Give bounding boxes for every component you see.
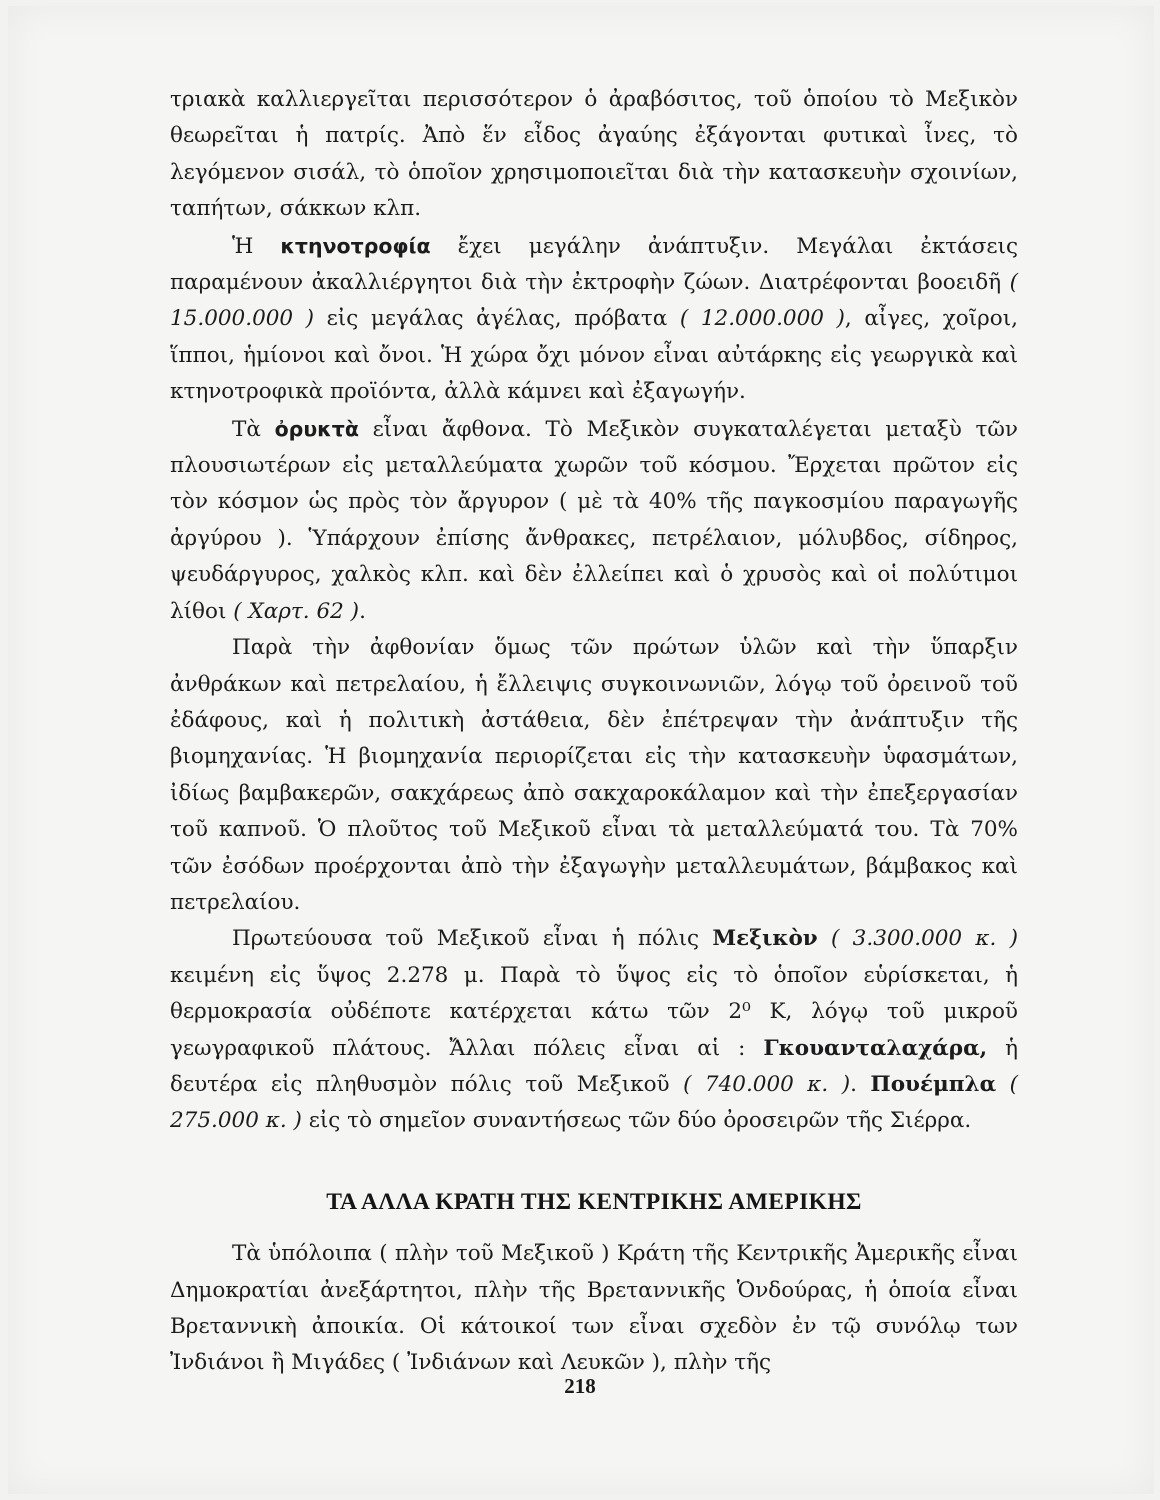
italic-figure: ( Χαρτ. 62 ) <box>233 598 360 624</box>
body-text <box>170 82 1018 1382</box>
italic-figure: ( 740.000 κ. ) <box>683 1071 851 1097</box>
text-run: Παρὰ τὴν ἀφθονίαν ὅμως τῶν πρώτων ὑλῶν καὶ τὴν ὕπαρξιν ἀνθράκων καὶ πετρελαίου, ἡ ἔλλειψις συγκοινωνιῶν, λόγῳ τοῦ ὀρεινοῦ τοῦ ἐδάφους, καὶ ἡ πολιτικὴ ἀστάθεια, δὲν ἐπέτρεψαν τὴν ἀνάπτυξιν τῆς βιομηχανίας. Ἡ βιομηχανία περιορίζεται εἰς τὴν κατασκευὴν ὑφασμάτων, ἰδίως βαμβακερῶν, σακχάρεως ἀπὸ σακχαροκάλαμον καὶ τὴν ἐπεξεργασίαν τοῦ καπνοῦ. Ὁ πλοῦτος τοῦ Μεξικοῦ εἶναι τὰ μεταλλεύματά του. Τὰ 70% τῶν ἐσόδων προέρχονται ἀπὸ τὴν ἐξαγωγὴν μεταλλευμάτων, βάμβακος καὶ πετρελαίου. <box>170 635 1018 915</box>
spacer <box>170 1220 1018 1236</box>
text-run <box>818 926 831 951</box>
key-term: κτηνοτροφία <box>280 233 431 258</box>
paragraph-industry <box>170 630 1018 921</box>
text-run <box>996 1072 1009 1097</box>
text-run: εἰς μεγάλας ἀγέλας, πρόβατα <box>314 306 680 332</box>
spacer <box>170 1140 1018 1184</box>
paragraph-maize <box>170 82 1018 228</box>
text-run: ἡ δευτέρα εἰς πληθυσμὸν πόλις τοῦ Μεξικοῦ <box>170 1035 1018 1097</box>
text-run: Τὰ <box>232 416 275 442</box>
text-run: Ἡ <box>232 233 281 259</box>
italic-figure: ( 275.000 κ. ) <box>170 1071 1019 1134</box>
text-run: Τὰ ὑπόλοιπα ( πλὴν τοῦ Μεξικοῦ ) Κράτη τῆς Κεντρικῆς Ἀμερικῆς εἶναι Δημοκρατίαι ἀνεξάρτητοι, πλὴν τῆς Βρεταννικῆς Ὁνδούρας, ἡ ὁποία εἶναι Βρεταννικὴ ἀποικία. Οἱ κάτοικοί των εἶναι σχεδὸν ἐν τῷ συνόλῳ των Ἰνδιάνοι ἢ Μιγάδες ( Ἰνδιάνων καὶ Λευκῶν ), πλὴν τῆς <box>170 1241 1018 1376</box>
text-run: τριακὰ καλλιεργεῖται περισσότερον ὁ ἀραβόσιτος, τοῦ ὁποίου τὸ Μεξικὸν θεωρεῖται ἡ πατρίς. Ἀπὸ ἕν εἶδος ἀγαύης ἐξάγονται φυτικαὶ ἶνες, τὸ λεγόμενον σισάλ, τὸ ὁποῖον χρησιμοποιεῖται διὰ τὴν κατασκευὴν σχοινίων, ταπήτων, σάκκων κλπ. <box>170 87 1018 222</box>
text-run: . <box>359 598 366 624</box>
text-run: . <box>850 1071 871 1097</box>
text-run: κειμένη εἰς ὕψος 2.278 μ. Παρὰ τὸ ὕψος εἰς τὸ ὁποῖον εὑρίσκεται, ἡ θερμοκρασία οὐδέποτε κατέρχεται κάτω τῶν 2⁰ Κ, λόγῳ τοῦ μικροῦ γεωγραφικοῦ πλάτους. Ἄλλαι πόλεις εἶναι αἱ : <box>170 962 1018 1061</box>
key-term: ὀρυκτὰ <box>274 416 359 441</box>
text-run: εἰς τὸ σημεῖον συναντήσεως τῶν δύο ὀροσειρῶν τῆς Σιέρρα. <box>301 1108 972 1134</box>
italic-figure: ( 15.000.000 ) <box>170 270 1018 332</box>
text-run: εἶναι ἄφθονα. Τὸ Μεξικὸν συγκαταλέγεται μεταξὺ τῶν πλουσιωτέρων εἰς μεταλλεύματα χωρῶν τοῦ κόσμου. Ἔρχεται πρῶτον εἰς τὸν κόσμον ὡς πρὸς τὸν ἄργυρον ( μὲ τὰ 40% τῆς παγκοσμίου παραγωγῆς ἀργύρου ). Ὑπάρχουν ἐπίσης ἄνθρακες, πετρέλαιον, μόλυβδος, σίδηρος, ψευδάργυρος, χαλκὸς κλπ. καὶ δὲν ἐλλείπει καὶ ὁ χρυσὸς καὶ οἱ πολύτιμοι λίθοι <box>170 416 1018 624</box>
text-run: , αἶγες, χοῖροι, ἵπποι, ἡμίονοι καὶ ὄνοι. Ἡ χώρα ὄχι μόνον εἶναι αὐτάρκης εἰς γεωργικὰ καὶ κτηνοτροφικὰ προϊόντα, ἀλλὰ κάμνει καὶ ἐξαγωγήν. <box>170 306 1018 405</box>
text-run: Πρωτεύουσα τοῦ Μεξικοῦ εἶναι ἡ πόλις <box>232 926 713 952</box>
paragraph-livestock <box>170 228 1018 411</box>
italic-figure: ( 12.000.000 ) <box>679 306 845 332</box>
paragraph-central-america <box>170 1236 1018 1382</box>
paragraph-capital <box>170 921 1018 1139</box>
city-name: Μεξικὸν <box>712 926 818 952</box>
paragraph-minerals <box>170 411 1018 630</box>
page-number: 218 <box>564 1374 596 1398</box>
text-run: ἔχει μεγάλην ἀνάπτυξιν. Μεγάλαι ἐκτάσεις παραμένουν ἀκαλλιέργητοι διὰ τὴν ἐκτροφὴν ζώων. Διατρέφονται βοοειδῆ <box>170 233 1018 296</box>
italic-figure: ( 3.300.000 κ. ) <box>831 926 1018 952</box>
city-name: Πουέμπλα <box>870 1071 997 1097</box>
section-heading: ΤΑ ΑΛΛΑ ΚΡΑΤΗ ΤΗΣ ΚΕΝΤΡΙΚΗΣ ΑΜΕΡΙΚΗΣ <box>326 1188 862 1215</box>
city-name: Γκουανταλαχάρα, <box>763 1035 988 1061</box>
